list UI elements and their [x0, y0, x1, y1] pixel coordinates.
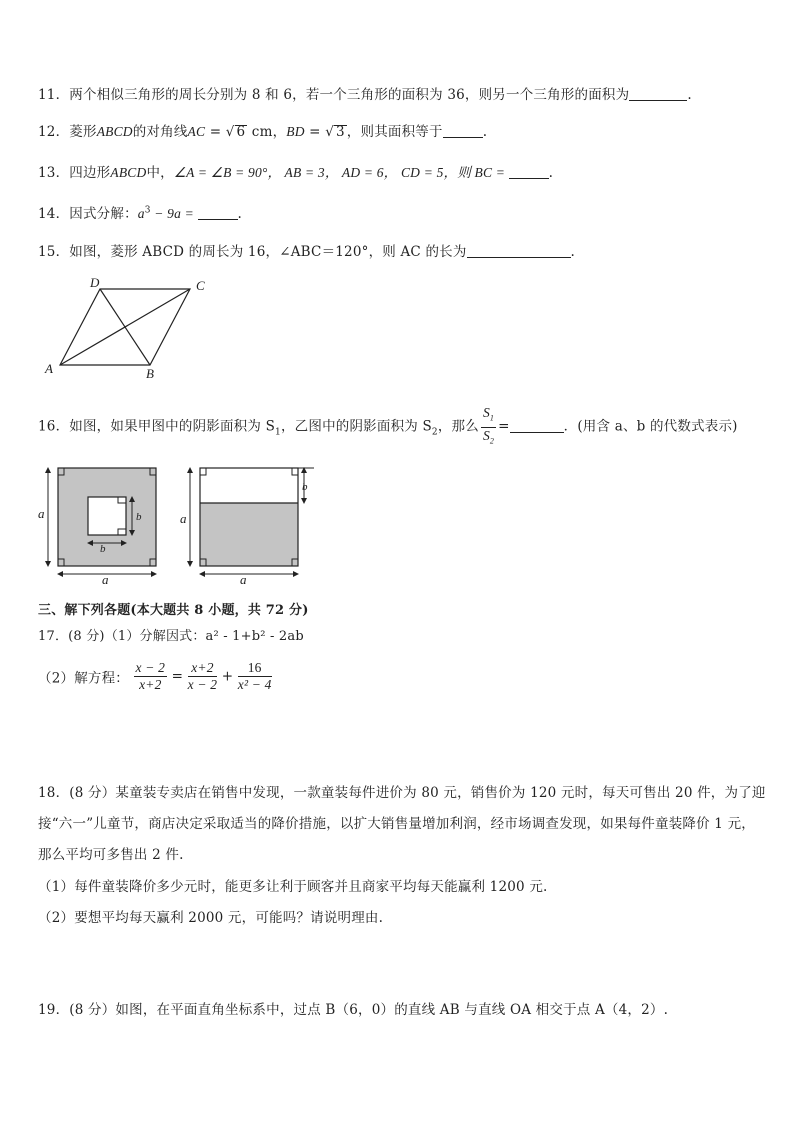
q17-frac3 [238, 660, 272, 693]
q14-expression: − 9a = [150, 206, 198, 221]
q15-rhombus-figure [40, 272, 230, 382]
q13-shape-name: ABCD [110, 165, 147, 180]
q16-number: 16． [38, 418, 70, 435]
question-12 [38, 120, 487, 140]
label-a: A [45, 361, 53, 376]
jia-label-b-bottom: b [100, 543, 106, 555]
q12-bd: BD [286, 124, 305, 139]
q18-line5: （2）要想平均每天赢利 2000 元，可能吗？请说明理由. [38, 910, 384, 926]
yi-label-b-right: b [302, 481, 308, 493]
q16-frac-den: S [482, 427, 490, 443]
q11-answer-blank[interactable] [629, 86, 687, 101]
q16-figure-yi [180, 463, 320, 585]
question-16 [38, 405, 738, 449]
q16-frac-num-sub: 1 [489, 413, 495, 423]
jia-label-a-bottom: a [102, 572, 109, 585]
yi-label-a-left: a [180, 511, 187, 526]
q14-prefix: 因式分解： [69, 206, 138, 222]
q12-unit: cm， [247, 124, 287, 140]
q12-prefix: 菱形 [69, 124, 97, 140]
q17-f2-num: x+2 [188, 660, 218, 677]
q17-f1-num: x − 2 [135, 660, 166, 675]
q15-text: 如图，菱形 ABCD 的周长为 16，∠ABC＝120°，则 AC 的长为 [69, 244, 467, 260]
q12-post: ，则其面积等于 [346, 124, 443, 140]
q16-answer-blank[interactable] [510, 418, 564, 433]
q15-end: . [570, 244, 576, 260]
q16-sub2: 2 [431, 427, 438, 438]
q11-number: 11． [38, 87, 70, 103]
diagonal-bd [100, 289, 150, 365]
q17-f3-den: x² − 4 [237, 677, 272, 692]
q12-shape-name: ABCD [96, 124, 133, 139]
q13-mid: 中， [146, 165, 174, 181]
q15-answer-blank[interactable] [467, 243, 571, 258]
q17-frac2 [188, 660, 218, 693]
shaded-rect [200, 503, 298, 566]
q12-answer-blank[interactable] [443, 123, 483, 138]
q12-eq2: = [304, 124, 326, 140]
q12-end: . [482, 124, 488, 140]
q17-f1-den: x+2 [139, 677, 162, 692]
question-11 [38, 83, 692, 103]
q16-frac-num: S [482, 405, 490, 420]
q16-sub1: 1 [275, 427, 281, 438]
label-b: B [146, 366, 154, 381]
section-3-heading: 三、解下列各题(本大题共 8 小题，共 72 分) [38, 603, 309, 618]
q12-sqrt3: √ 3 [325, 124, 345, 140]
q17-frac1 [134, 660, 168, 693]
q16-end: ．(用含 a、b 的代数式表示) [563, 418, 738, 435]
yi-label-a-bottom: a [240, 572, 247, 585]
q12-root3: 3 [336, 124, 345, 140]
q16-text2: ，乙图中的阴影面积为 S [280, 418, 432, 435]
question-14 [38, 202, 242, 222]
q14-answer-blank[interactable] [198, 205, 238, 220]
q16-text1: 如图，如果甲图中的阴影面积为 S [69, 418, 276, 435]
q12-sqrt6: √ 6 [225, 124, 246, 140]
q16-fraction [481, 405, 496, 449]
q14-exponent: 3 [144, 205, 151, 216]
q12-ac: AC [187, 124, 206, 139]
q11-end: . [687, 87, 692, 103]
q17-plus: + [221, 668, 234, 685]
q18-line1: 18．(8 分）某童装专卖店在销售中发现，一款童装每件进价为 80 元，销售价为 120 元时，每天可售出 20 件，为了迎 [38, 785, 766, 801]
q14-number: 14． [38, 206, 70, 222]
q14-end: . [237, 206, 242, 222]
q17-f2-den: x − 2 [187, 677, 218, 692]
question-15 [38, 240, 575, 260]
q11-text: 两个相似三角形的周长分别为 8 和 6，若一个三角形的面积为 36，则另一个三角形的面积为 [69, 87, 630, 103]
q13-answer-blank[interactable] [509, 164, 549, 179]
q15-number: 15． [38, 244, 70, 260]
q16-eq: = [498, 418, 510, 435]
q12-eq: = [205, 124, 226, 140]
q12-number: 12． [38, 124, 70, 140]
q13-prefix: 四边形 [69, 165, 111, 181]
jia-label-a-left: a [38, 506, 45, 521]
q17-eq: = [171, 668, 184, 685]
q13-end: . [548, 165, 554, 181]
q17-line1: 17．(8 分)（1）分解因式：a² - 1+b² - 2ab [38, 629, 304, 644]
q18-line3: 那么平均可多售出 2 件. [38, 847, 184, 863]
q16-figure-jia [38, 463, 168, 585]
jia-label-b-right: b [136, 511, 142, 523]
q18-line2: 接“六一”儿童节，商店决定采取适当的降价措施，以扩大销售量增加利润，经市场调查发现，如果每件童装降价 1 元， [38, 816, 755, 832]
q13-conditions: ∠A = ∠B = 90°， AB = 3， AD = 6， CD = 5，则 BC = [173, 165, 509, 180]
q16-frac-den-sub: 2 [489, 436, 495, 446]
q16-text3: ，那么 [437, 418, 479, 435]
q17-line2 [38, 660, 272, 693]
label-c: C [196, 278, 205, 293]
q17-prefix: （2）解方程： [38, 670, 129, 687]
question-13 [38, 161, 553, 181]
q19-line1: 19．(8 分）如图，在平面直角坐标系中，过点 B（6，0）的直线 AB 与直线 OA 相交于点 A（4，2）. [38, 1002, 669, 1018]
q12-root6: 6 [236, 124, 246, 140]
q17-f3-num: 16 [238, 660, 272, 677]
q18-line4: （1）每件童装降价多少元时，能更多让利于顾客并且商家平均每天能赢利 1200 元. [38, 879, 548, 895]
q14-base: a [137, 206, 145, 221]
q12-mid: 的对角线 [132, 124, 188, 140]
q13-number: 13． [38, 165, 70, 181]
label-d: D [90, 275, 100, 290]
